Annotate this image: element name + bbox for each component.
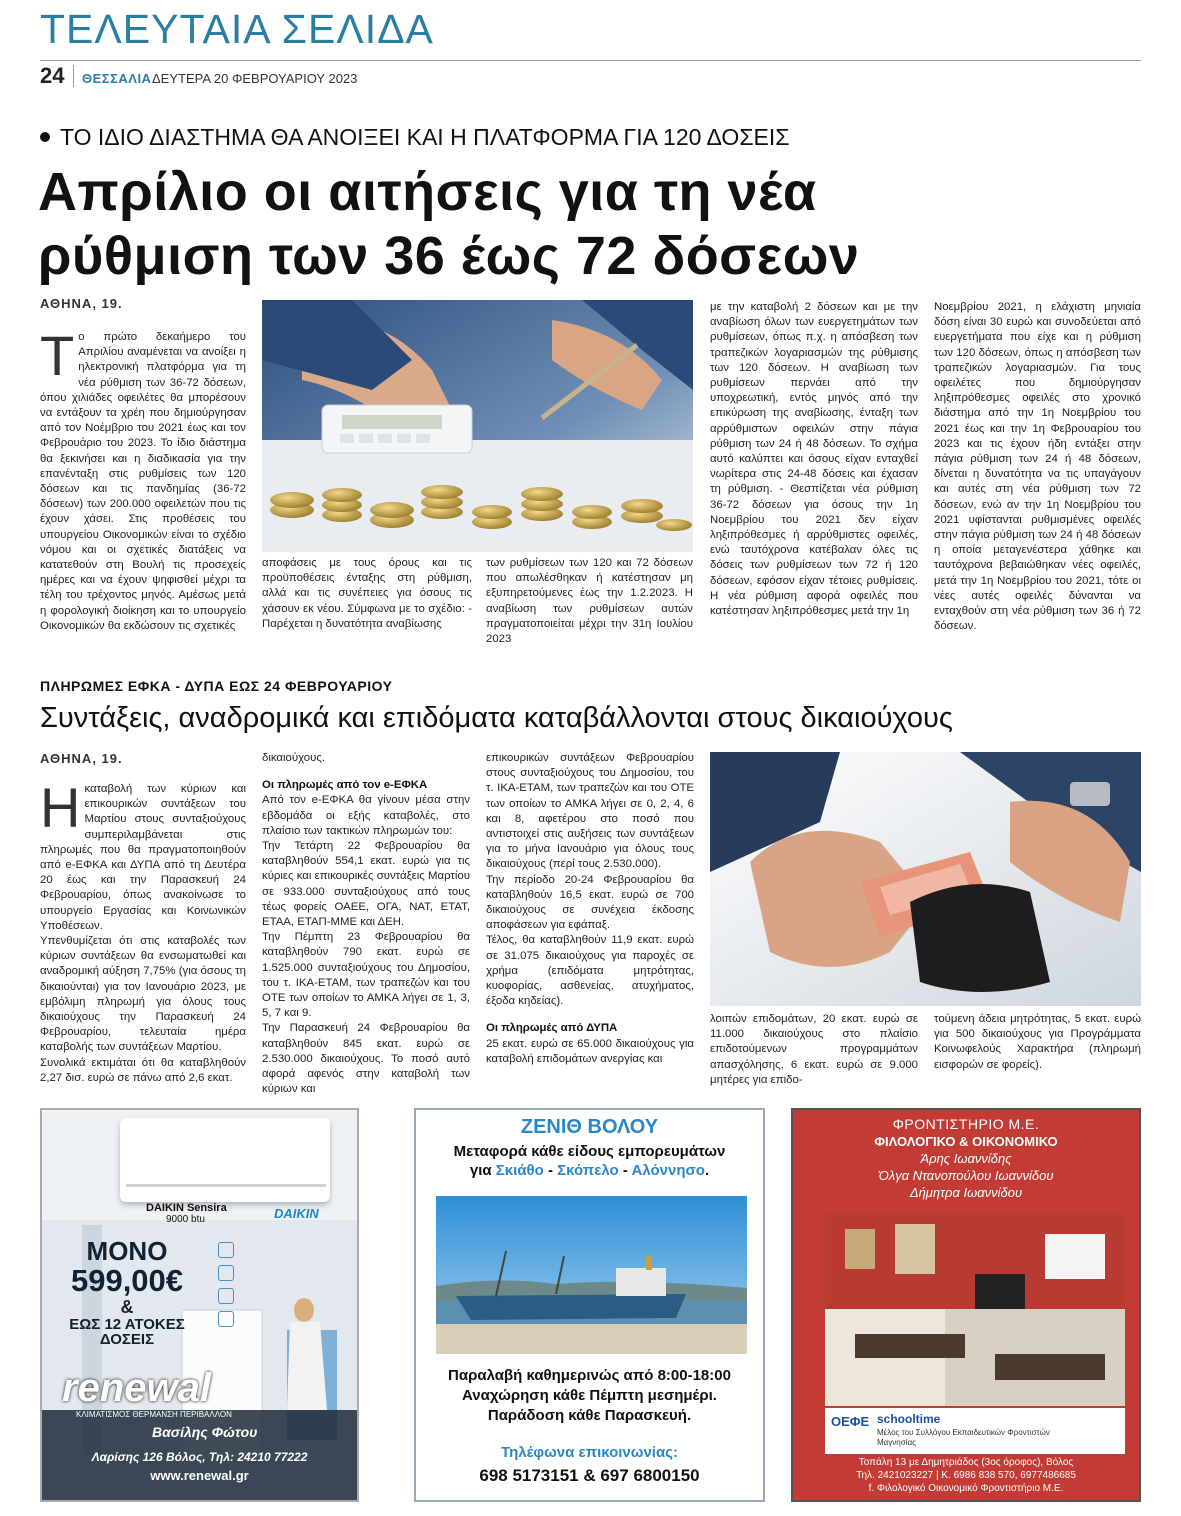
schooltime-logo: schooltime (877, 1412, 941, 1426)
newspaper-name: ΘΕΣΣΑΛΙΑ (82, 71, 152, 86)
classroom-photo (825, 1214, 1125, 1406)
wallet-euro-photo (710, 752, 1141, 1006)
article2-column-5: τούμενη άδεια μητρότητας, 5 εκατ. ευρώ για 500 δικαιούχους για Προγράμματα Κοινωφελούς Χαρακτήρα (πληρωμή εισφορών σε φορείς). (934, 1013, 1141, 1071)
leaf-icon (218, 1242, 234, 1258)
frontistirio-member-note: Μέλος του Συλλόγου Εκπαιδευτικών Φροντιστών Μαγνησίας (877, 1428, 1050, 1447)
frontistirio-name3: Δήμητρα Ιωαννίδου (909, 1185, 1023, 1200)
zenith-dot: . (704, 1162, 710, 1179)
zenith-line1: Μεταφορά κάθε είδους εμπορευμάτων (453, 1143, 726, 1160)
ad-price: 599,00€ (70, 1263, 184, 1299)
ad-installments-2: ΔΟΣΕΙΣ (99, 1331, 155, 1349)
zenith-dash-1: - (547, 1162, 553, 1179)
cargo-ship-photo (436, 1196, 747, 1354)
ad-feature-icons (218, 1242, 234, 1327)
zenith-dash-2: - (622, 1162, 628, 1179)
renewal-address: Λαρίσης 126 Βόλος, Τηλ: 24210 77222 (91, 1450, 308, 1464)
ad-model: DAIKIN Sensira (146, 1202, 227, 1214)
renewal-logo: renewal (62, 1366, 211, 1410)
article2-col2-start: δικαιούχους. (262, 752, 325, 764)
ac-vent (126, 1184, 326, 1187)
frontistirio-title2: ΦΙΛΟΛΟΓΙΚΟ & ΟΙΚΟΝΟΜΙΚΟ (874, 1134, 1058, 1149)
zenith-volou-ad[interactable] (414, 1108, 765, 1502)
zenith-departure: Αναχώρηση κάθε Πέμπτη μεσημέρι. (462, 1387, 717, 1404)
article2-col1-p1: καταβολή των κύριων και επικουρικών συντάξεων του Μαρτίου στους συνταξιούχους συμπεριλαμβάνεται στις πληρωμές που θα πραγματοποιηθούν από e-ΕΦΚΑ και ΔΥΠΑ από τη Δευτέρα 20 έως και την Παρασκευή 24 Φεβρουαρίου, όπως ανακοίνωσε το υπουργείο Εργασίας και Κοινωνικών Υποθέσεων. (40, 783, 246, 932)
zenith-dest-alonissos: Αλόννησο (631, 1162, 705, 1179)
daikin-logo: DAIKIN (274, 1206, 319, 1221)
frontistirio-logo-strip (825, 1408, 1125, 1454)
zenith-for: για (469, 1162, 492, 1179)
calculator-coins-photo (262, 300, 693, 552)
zenith-schedule (416, 1366, 763, 1426)
zenith-phones[interactable]: 698 5173151 & 697 6800150 (479, 1466, 700, 1485)
frontistirio-ad[interactable] (791, 1108, 1141, 1502)
article2-col3-p2: Την περίοδο 20-24 Φεβρουαρίου θα καταβληθούν 16,5 εκατ. ευρώ σε 700 δικαιούχους σε συνέχεια έκδοσης αποφάσεων για εφάπαξ. (486, 873, 694, 932)
bullet-icon (40, 132, 50, 142)
article2-kicker: ΠΛΗΡΩΜΕΣ ΕΦΚΑ - ΔΥΠΑ ΕΩΣ 24 ΦΕΒΡΟΥΑΡΙΟΥ (40, 678, 393, 694)
article2-dropcap: Η (40, 776, 81, 839)
article2-col2-p4: Την Παρασκευή 24 Φεβρουαρίου θα καταβληθούν 845 εκατ. ευρώ σε 2.530.000 δικαιούχους. Το ποσό αυτό αφορά αφενός στην καταβολή των κύριων και (262, 1022, 470, 1096)
frontistirio-facebook[interactable]: f. Φιλολογικό Οικονομικό Φροντιστήριο Μ.Ε. (868, 1483, 1064, 1494)
ad-ampersand: & (120, 1296, 134, 1317)
article1-column-5: Νοεμβρίου 2021, η ελάχιστη μηνιαία δόση είναι 30 ευρώ και συνοδεύεται από ευεργετήματα που είχε και η ρύθμιση των 120 δόσεων, όπως η απόσβεση των τραπεζικών λογαριασμών. Για τους οφειλέτες που δημιούργησαν ληξιπρόθεσμες οφειλές στο χρονικό διάστημα από την 1η Νοεμβρίου του 2021 έως και την 1η Φεβρουαρίου του 2023 και τις έχουν ήδη εντάξει στην πάγια ρύθμιση των 24 ή 48 δόσεων, δίνεται η δυνατότητα να τις υπαγάγουν και αυτές στη νέα ρύθμιση των 72 δόσεων, ενώ αν την 1η Νοεμβρίου του 2021 υφίστανται ρυθμισμένες οφειλές στην πάγια ρύθμιση των 24 ή 48 δόσεων η οποία μεταγενέστερα χάθηκε και ταυτόχρονα βεβαιώθηκαν νέες οφειλές, μετά την 1η Νοεμβρίου του 2021, τότε οι νέες αυτές οφειλές δύνανται να ενταχθούν στη νέα ρύθμιση των 36 ή 72 δόσεων. (934, 301, 1141, 633)
article1-dateline: ΑΘΗΝΑ, 19. (40, 296, 123, 311)
zenith-destinations (416, 1162, 763, 1179)
article2-column-4: λοιπών επιδομάτων, 20 εκατ. ευρώ σε 11.000 δικαιούχους στο πλαίσιο επιδοτούμενων προγραμμάτων απασχόλησης, 6 εκατ. ευρώ σε 9.000 μητέρες για επιδο- (710, 1013, 918, 1086)
header-separator (73, 65, 74, 87)
issue-date: ΔΕΥΤΕΡΑ 20 ΦΕΒΡΟΥΑΡΙΟΥ 2023 (152, 71, 358, 86)
article1-headline (38, 160, 859, 288)
article2-col3-p3: Τέλος, θα καταβληθούν 11,9 εκατ. ευρώ σε 31.075 δικαιούχους για παροχές σε χρήμα (επιδόματα μητρότητας, κυοφορίας, ασθενείας, ατυχήματος, έξοδα κηδείας). (486, 934, 694, 1008)
zenith-dest-skopelos: Σκόπελο (557, 1162, 619, 1179)
zenith-pickup: Παραλαβή καθημερινώς από 8:00-18:00 (448, 1367, 731, 1384)
article1-kicker-text: ΤΟ ΙΔΙΟ ΔΙΑΣΤΗΜΑ ΘΑ ΑΝΟΙΞΕΙ ΚΑΙ Η ΠΛΑΤΦΟΡΜΑ ΓΙΑ 120 ΔΟΣΕΙΣ (60, 124, 790, 150)
article2-col1-p3: Συνολικά εκτιμάται ότι θα καταβληθούν 2,27 δισ. ευρώ σε πάνω από 2,6 εκατ. (40, 1056, 246, 1084)
wifi-icon (218, 1265, 234, 1281)
article2-dateline: ΑΘΗΝΑ, 19. (40, 751, 123, 766)
frontistirio-footer (793, 1456, 1139, 1495)
article2-col2-p3: Την Πέμπτη 23 Φεβρουαρίου θα καταβληθούν 790 εκατ. ευρώ σε 1.525.000 συνταξιούχους του Δημοσίου, του τ. ΙΚΑ-ΕΤΑΜ, των τραπεζών και του ΟΤΕ των οποίων το ΑΜΚΑ λήγει σε 1, 3, 5, 7 και 9. (262, 931, 470, 1020)
article1-dropcap: Τ (40, 324, 75, 387)
zenith-dest-skiathos: Σκιάθο (495, 1162, 544, 1179)
article2-col2-p2: Την Τετάρτη 22 Φεβρουαρίου θα καταβληθούν 554,1 εκατ. ευρώ για τις κύριες και επικουρικές συντάξεις Μαρτίου σε 933.000 συνταξιούχους από τους τέως φορείς ΟΑΕΕ, ΟΓΑ, ΝΑΤ, ΕΤΑΤ, ΕΤΑΑ, ΕΤΑΠ-ΜΜΕ και ΔΕΗ. (262, 840, 470, 929)
article1-headline-line1: Απρίλιο οι αιτήσεις για τη νέα (38, 162, 817, 222)
zenith-contact-label: Τηλέφωνα επικοινωνίας: (501, 1444, 678, 1461)
renewal-website[interactable]: www.renewal.gr (150, 1468, 249, 1483)
article1-headline-line2: ρύθμιση των 36 έως 72 δόσεων (38, 226, 860, 286)
article2-col1-p2: Υπενθυμίζεται ότι στις καταβολές των κύριων συντάξεων θα ενσωματωθεί και αναδρομική αύξηση 7,75% (για όσους τη δικαιούνται) για τον Ιανουάριο 2023, με εμβόλιμη πληρωμή για όλους τους δικαιούχους την Παρασκευή 24 Φεβρουαρίου, τελευταία ημέρα καταβολής των συντάξεων Μαρτίου. (40, 935, 246, 1054)
zenith-delivery: Παράδοση κάθε Παρασκευή. (487, 1407, 692, 1424)
energy-icon (218, 1311, 234, 1327)
article1-col1-text: ο πρώτο δεκαήμερο του Απριλίου αναμένεται να ανοίξει η ηλεκτρονική πλατφόρμα για τη νέα ρύθμιση των 36-72 δόσεων, όπου χιλιάδες οφειλέτες θα μπορέσουν να εντάξουν τα χρέη που δημιούργησαν από τον Νοέμβριο του 2021 έως και τον Φεβρουάριο του 2023. Το ίδιο διάστημα θα ξεκινήσει και η διαδικασία για την επανένταξη στις ρυθμίσεις των 120 δόσεων και τις πανδημίας (36-72 δόσεων) των 200.000 οφειλετών που τις έχουν χάσει. Στις προθέσεις του υπουργείου Οικονομικών είναι το σχέδιο νόμου και οι σχετικές διατάξεις να κατατεθούν στη Βουλή τις προσεχείς ημέρες και να έχουν ψηφισθεί μέχρι τα τέλη του τρέχοντος μηνός. Αμέσως μετά η φορολογική διοίκηση και το υπουργείο Οικονομικών θα εκδώσουν τις σχετικές (40, 331, 246, 632)
article1-column-1 (40, 324, 246, 640)
ad-btu: 9000 btu (166, 1214, 205, 1225)
dypa-payments-subhead: Οι πληρωμές από ΔΥΠΑ (486, 1022, 618, 1035)
article1-column-4: με την καταβολή 2 δόσεων και με την αναβίωση όλων των ευεργετημάτων των ρυθμίσεων, όπως π.χ. η απόσβεση των τραπεζικών λογαριασμών της ρύθμισης των 120 δόσεων. Η αναβίωση των ρυθμίσεων περνάει από την υποχρεωτική, εντός μηνός από την επικύρωση της αναβίωσης, ένταξη των αρρύθμιστων οφειλών στην πάγια ρύθμιση των 24 ή 48 δόσεων. Το σχήμα αυτό καλύπτει και όσους είχαν ενταχθεί νωρίτερα στις 24-48 δόσεις και έχασαν τη ρύθμιση. - Θεσπίζεται νέα ρύθμιση 36-72 δόσεων για όσους την 1η Νοεμβρίου του 2021 δεν είχαν ληξιπρόθεσμες ή αρρύθμιστες οφειλές, ενώ ταυτόχρονα κατέβαλαν όλες τις δόσεις των ρυθμίσεων των 72 ή 120 δόσεων, εφόσον είχαν τέτοιες ρυθμίσεις. Η νέα ρύθμιση αφορά οφειλές που κατέστησαν ληξιπρόθεσμες μετά την 1η (710, 301, 918, 618)
article2-column-1 (40, 776, 246, 1084)
air-conditioner-unit (120, 1118, 330, 1202)
frontistirio-title1: ΦΡΟΝΤΙΣΤΗΡΙΟ Μ.Ε. (892, 1116, 1040, 1132)
article1-column-3: των ρυθμίσεων των 120 και 72 δόσεων που απωλέσθηκαν ή κατέστησαν μη εξυπηρετούμενες έως την 1.2.2023. Η αναβίωση των ρυθμίσεων αυτών πραγματοποιείται μέχρι την 31η Ιουλίου 2023 (486, 557, 693, 646)
page-number: 24 (40, 63, 65, 88)
article2-col3-p1: επικουρικών συντάξεων Φεβρουαρίου στους συνταξιούχους του Δημοσίου, του τ. ΙΚΑ-ΕΤΑΜ, των τραπεζών και του ΟΤΕ των οποίων το ΑΜΚΑ λήγει σε 0, 2, 4, 6 και 8, αφετέρου στο ποσό που αντιστοιχεί στις αυξήσεις των συντάξεων για το μήνα Ιανουάριο για όλους τους δικαιούχους (περί τους 2.530.000). (486, 752, 694, 871)
frontistirio-address: Τοπάλη 13 με Δημητριάδος (3ος όροφος), Βόλος (858, 1457, 1074, 1468)
article2-col3-p4: 25 εκατ. ευρώ σε 65.000 δικαιούχους για καταβολή επιδομάτων ανεργίας και (486, 1037, 694, 1065)
daikin-renewal-ad[interactable] (40, 1108, 359, 1502)
frontistirio-name1: Άρης Ιωαννίδης (920, 1151, 1012, 1166)
frontistirio-name2: Όλγα Ντανοπούλου Ιωαννίδου (878, 1168, 1054, 1183)
frontistirio-phones[interactable]: Τηλ. 2421023227 | Κ. 6986 838 570, 6977486685 (856, 1470, 1076, 1481)
renewal-owner: Βασίλης Φώτου (152, 1424, 258, 1440)
article2-col2-p1: Από τον e-ΕΦΚΑ θα γίνουν μέσα στην εβδομάδα οι εξής καταβολές, στο πλαίσιο των τακτικών πληρωμών του: (262, 794, 470, 837)
ad-price-block (52, 1238, 202, 1348)
article2-headline: Συντάξεις, αναδρομικά και επιδόματα καταβάλλονται στους δικαιούχους (40, 702, 953, 734)
ad-price-label: ΜΟΝΟ (86, 1236, 168, 1266)
article2-column-3 (486, 751, 694, 1078)
zenith-title: ΖΕΝΙΘ ΒΟΛΟΥ (520, 1116, 659, 1138)
oefe-logo: ΟΕΦΕ (831, 1414, 870, 1429)
article1-column-2: αποφάσεις με τους όρους και τις προϋποθέσεις ένταξης στη ρύθμιση, αλλά και τις συνέπειες για όσους τις χάσουν εκ νέου. Σύμφωνα με το σχέδιο: - Παρέχεται η δυνατότητα αναβίωσης (262, 557, 472, 630)
section-title: ΤΕΛΕΥΤΑΙΑ ΣΕΛΙΔΑ (40, 6, 434, 52)
article2-column-2 (262, 751, 470, 1096)
fan-icon (218, 1288, 234, 1304)
efka-payments-subhead: Οι πληρωμές από τον e-ΕΦΚΑ (262, 779, 428, 792)
ad-installments-1: ΕΩΣ 12 ΑΤΟΚΕΣ (69, 1315, 185, 1333)
article1-kicker (40, 124, 790, 151)
header-rule (40, 60, 1141, 61)
renewal-tagline: ΚΛΙΜΑΤΙΣΜΟΣ ΘΕΡΜΑΝΣΗ ΠΕΡΙΒΑΛΛΟΝ (76, 1410, 232, 1419)
